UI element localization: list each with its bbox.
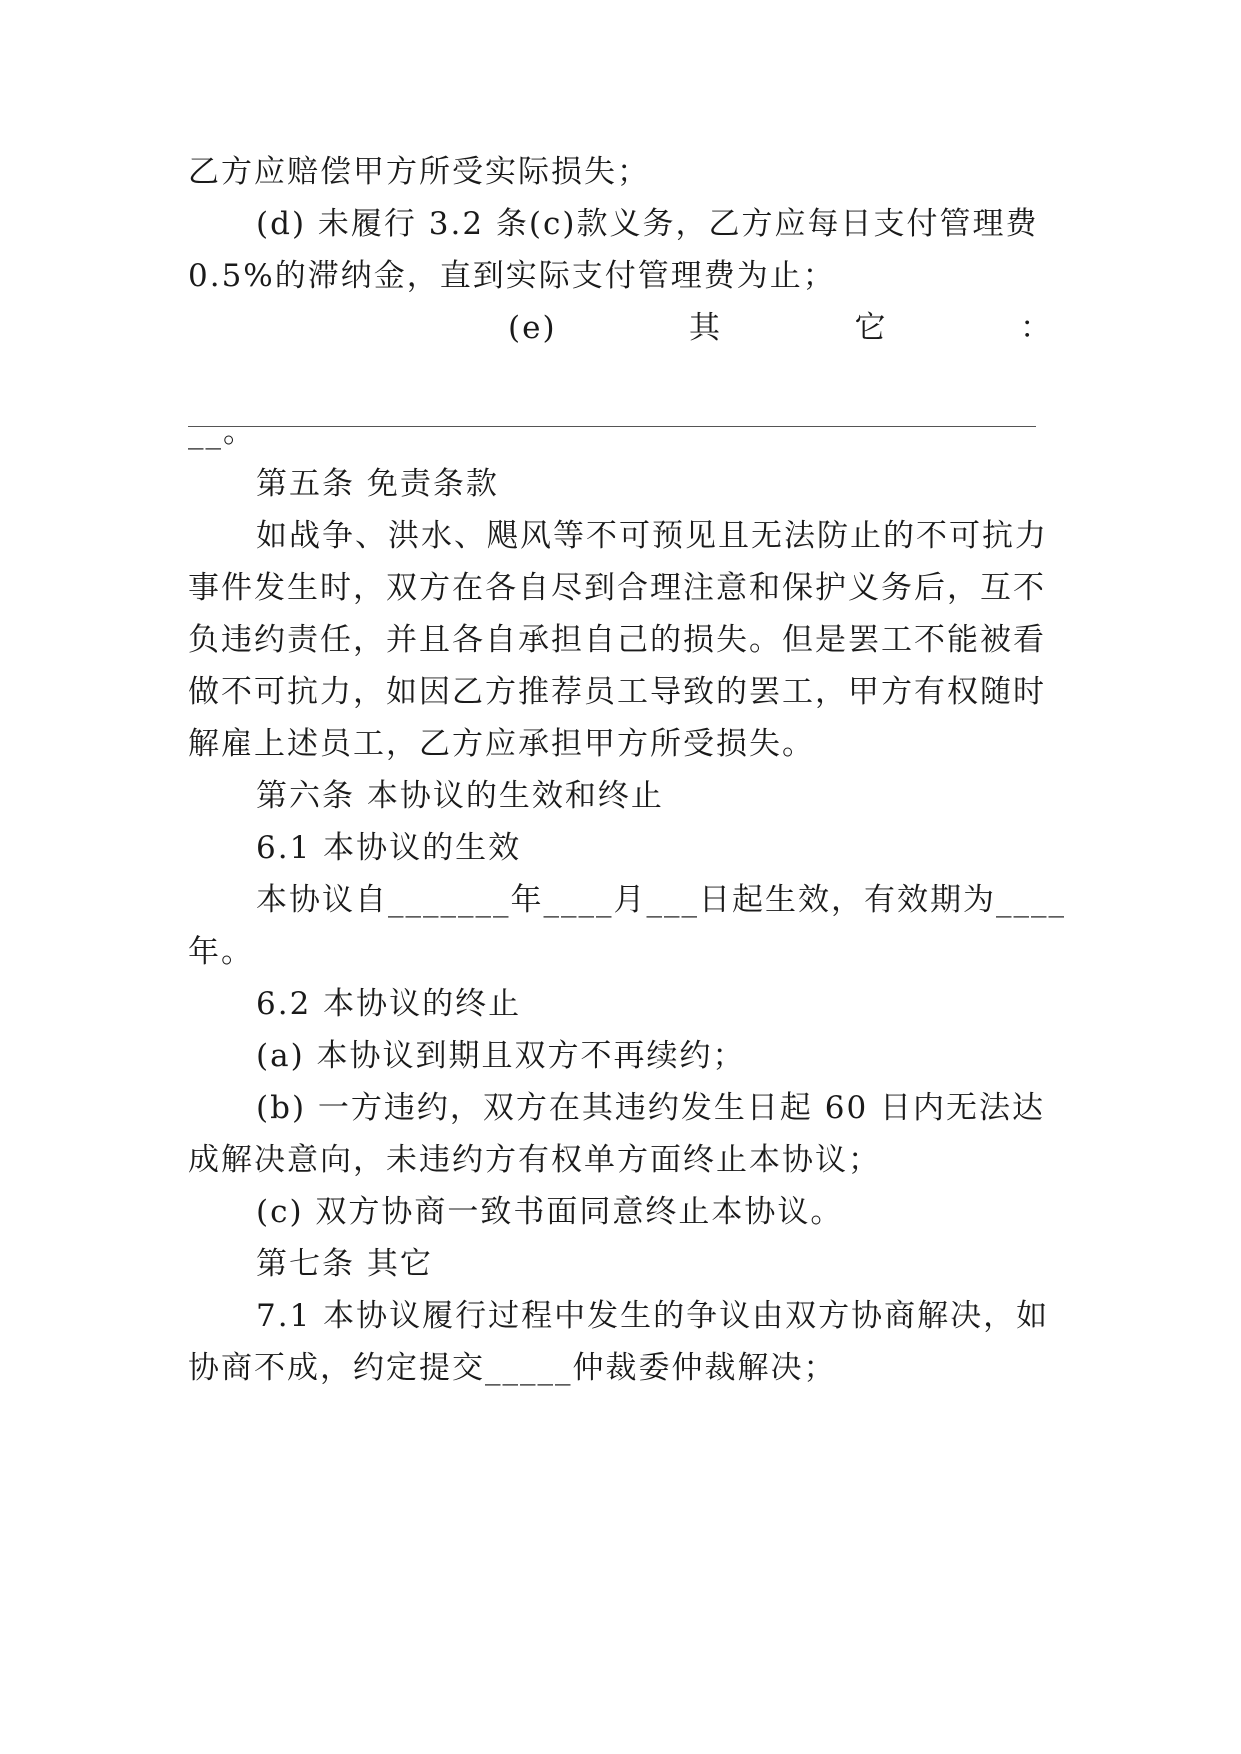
section-6-2-item-b-line-1: (b) 一方违约，双方在其违约发生日起 60 日内无法达: [256, 1090, 1046, 1126]
blank-fill-line: [188, 426, 1036, 427]
clause-d-line-1: (d) 未履行 3.2 条(c)款义务，乙方应每日支付管理费: [256, 206, 1039, 242]
article-5-line-5: 解雇上述员工，乙方应承担甲方所受损失。: [188, 726, 815, 762]
article-7-heading: 第七条 其它: [256, 1246, 433, 1282]
clause-e-colon: ：: [1020, 310, 1053, 346]
text-line: 乙方应赔偿甲方所受实际损失；: [188, 154, 650, 190]
clause-e-word-1: 其: [689, 310, 723, 346]
section-6-1-line-2: 年。: [188, 934, 254, 970]
article-5-line-3: 负违约责任，并且各自承担自己的损失。但是罢工不能被看: [188, 622, 1046, 658]
section-6-2-heading: 6.2 本协议的终止: [256, 986, 522, 1022]
section-7-1-line-1: 7.1 本协议履行过程中发生的争议由双方协商解决，如: [256, 1298, 1050, 1334]
clause-e-line: [188, 308, 1053, 348]
article-6-heading: 第六条 本协议的生效和终止: [256, 778, 664, 814]
section-6-1-line-1: 本协议自_______年____月___日起生效，有效期为____: [256, 882, 1066, 918]
article-5-line-1: 如战争、洪水、飓风等不可预见且无法防止的不可抗力: [256, 518, 1048, 554]
section-6-1-heading: 6.1 本协议的生效: [256, 830, 522, 866]
clause-d-line-2: 0.5%的滞纳金，直到实际支付管理费为止；: [188, 258, 836, 294]
article-5-line-2: 事件发生时，双方在各自尽到合理注意和保护义务后，互不: [188, 570, 1046, 606]
clause-e-word-2: 它: [854, 310, 888, 346]
section-6-2-item-b-line-2: 成解决意向，未违约方有权单方面终止本协议；: [188, 1142, 881, 1178]
blank-end-line: __。: [188, 414, 256, 450]
section-7-1-line-2: 协商不成，约定提交_____仲裁委仲裁解决；: [188, 1350, 837, 1386]
section-6-2-item-a: (a) 本协议到期且双方不再续约；: [256, 1038, 746, 1074]
article-5-line-4: 做不可抗力，如因乙方推荐员工导致的罢工，甲方有权随时: [188, 674, 1046, 710]
section-6-2-item-c: (c) 双方协商一致书面同意终止本协议。: [256, 1194, 844, 1230]
clause-e-label: (e): [508, 310, 557, 346]
article-5-heading: 第五条 免责条款: [256, 466, 499, 502]
